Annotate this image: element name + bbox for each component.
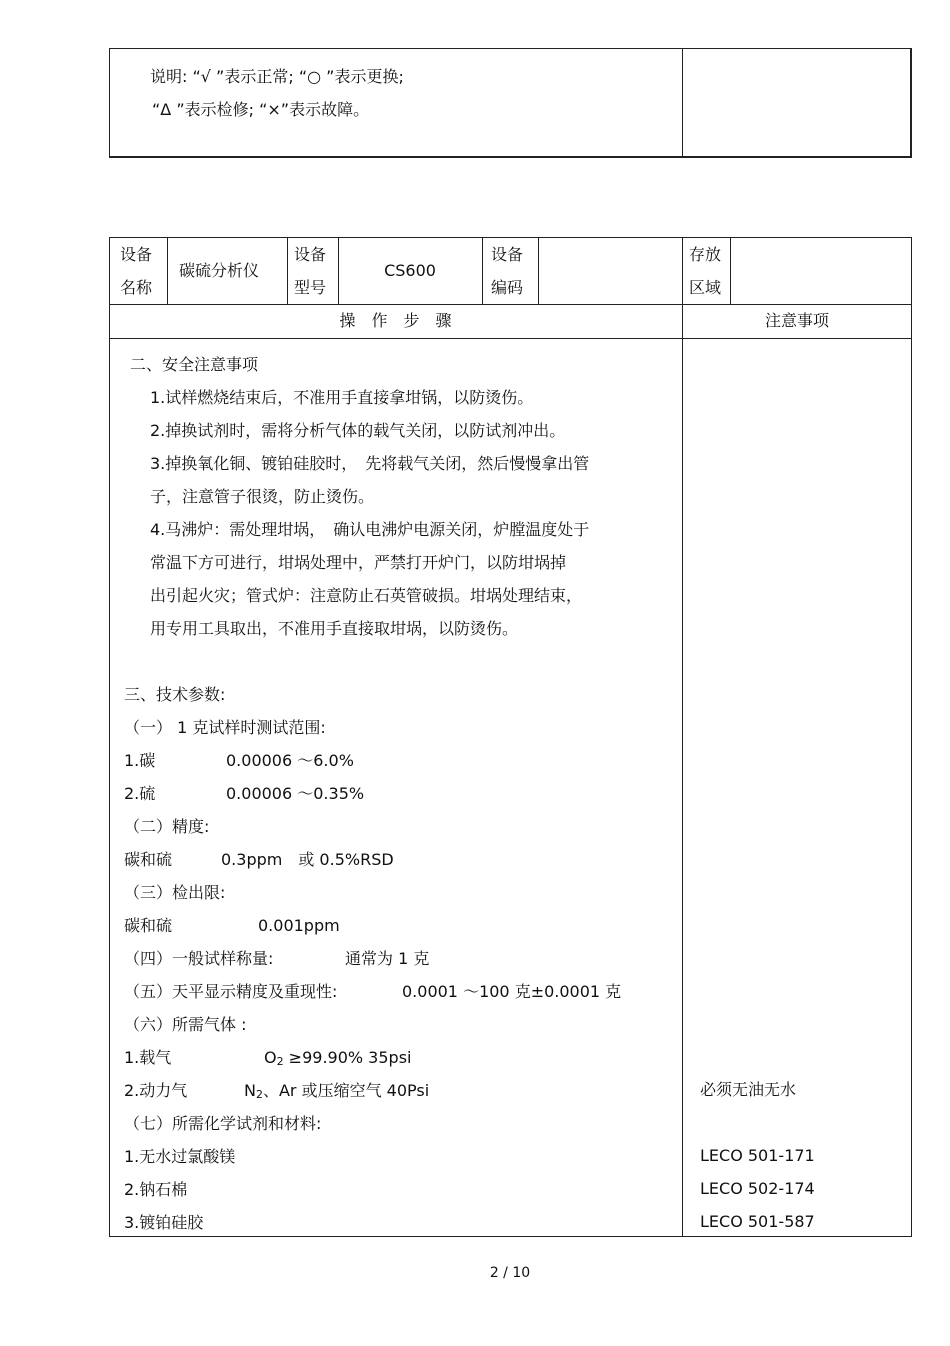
weight-label: （四）一般试样称量: (124, 949, 274, 968)
safety-line-7: 出引起火灾；管式炉：注意防止石英管破损。坩埚处理结束， (150, 586, 583, 605)
power-gas-note: 必须无油无水 (700, 1080, 797, 1099)
carrier-gas-element: O (264, 1048, 277, 1067)
power-gas-element: N (244, 1081, 256, 1100)
chem-item-name-1: 1.无水过氯酸镁 (124, 1147, 236, 1166)
header-col-4 (482, 237, 483, 304)
sulfur-value: 0.00006 ～0.35% (226, 784, 365, 803)
safety-line-1: 1.试样燃烧结束后，不准用手直接拿坩锅，以防烫伤。 (150, 388, 534, 407)
carrier-gas-spec: ≥99.90% 35psi (283, 1048, 412, 1067)
header-col-5 (538, 237, 539, 304)
safety-line-3: 3.掉换氧化铜、镀铂硅胶时， 先将载气关闭，然后慢慢拿出管 (150, 454, 590, 473)
device-name-value: 碳硫分析仪 (179, 261, 260, 280)
range-title: （一） 1 克试样时测试范围: (124, 718, 326, 737)
precision-title: （二）精度: (124, 817, 210, 836)
device-name-label-2: 名称 (120, 278, 153, 297)
power-gas-subscript: 2 (255, 1088, 263, 1101)
chem-item-name-3: 3.镀铂硅胶 (124, 1213, 204, 1232)
code-label-2: 编码 (491, 278, 524, 297)
code-label-1: 设备 (491, 245, 524, 264)
balance-label: （五）天平显示精度及重现性: (124, 982, 338, 1001)
chem-item-code-3: LECO 501-587 (700, 1212, 815, 1231)
detect-label: 碳和硫 (124, 916, 173, 935)
detect-title: （三）检出限: (124, 883, 226, 902)
chem-item-name-2: 2.钠石棉 (124, 1180, 188, 1199)
power-gas-label: 2.动力气 (124, 1081, 188, 1100)
balance-value: 0.0001 ～100 克±0.0001 克 (402, 982, 622, 1001)
legend-line-2: “Δ ”表示检修; “×”表示故障。 (152, 100, 370, 119)
carrier-gas-label: 1.载气 (124, 1048, 172, 1067)
tech-title: 三、技术参数: (124, 685, 226, 704)
safety-line-4: 子，注意管子很烫，防止烫伤。 (150, 487, 375, 506)
sulfur-label: 2.硫 (124, 784, 156, 803)
area-label-1: 存放 (689, 245, 722, 264)
chem-item-code-2: LECO 502-174 (700, 1179, 815, 1198)
main-divider (682, 237, 683, 1237)
legend-line-1: 说明: “√ ”表示正常; “○ ”表示更换; (150, 67, 404, 86)
page-number: 2 / 10 (489, 1265, 531, 1281)
weight-value: 通常为 1 克 (345, 949, 430, 968)
carrier-gas-subscript: 2 (276, 1055, 284, 1068)
model-label-2: 型号 (294, 278, 327, 297)
safety-line-5: 4.马沸炉：需处理坩埚， 确认电沸炉电源关闭，炉膛温度处于 (150, 520, 590, 539)
power-gas-spec: 、Ar 或压缩空气 40Psi (262, 1081, 430, 1100)
precision-label: 碳和硫 (124, 850, 173, 869)
column-header-bottom (109, 338, 912, 339)
header-col-1 (167, 237, 168, 304)
header-col-7 (730, 237, 731, 304)
precision-value: 0.3ppm 或 0.5%RSD (221, 850, 394, 869)
steps-column-header: 操 作 步 骤 (339, 311, 452, 330)
carbon-label: 1.碳 (124, 751, 156, 770)
header-row-bottom (109, 304, 912, 305)
safety-line-8: 用专用工具取出，不准用手直接取坩埚，以防烫伤。 (150, 619, 519, 638)
chem-title: （七）所需化学试剂和材料: (124, 1114, 322, 1133)
legend-divider (682, 48, 683, 158)
safety-line-2: 2.掉换试剂时，需将分析气体的载气关闭，以防试剂冲出。 (150, 421, 566, 440)
safety-line-6: 常温下方可进行，坩埚处理中，严禁打开炉门，以防坩埚掉 (150, 553, 567, 572)
power-gas-value (244, 1081, 429, 1105)
model-label-1: 设备 (294, 245, 327, 264)
carbon-value: 0.00006 ～6.0% (226, 751, 354, 770)
notes-column-header: 注意事项 (764, 311, 829, 330)
gas-title: （六）所需气体 : (124, 1015, 247, 1034)
area-label-2: 区域 (689, 278, 722, 297)
safety-title: 二、安全注意事项 (130, 355, 259, 374)
device-name-label-1: 设备 (120, 245, 153, 264)
detect-value: 0.001ppm (258, 916, 340, 935)
header-col-2 (287, 237, 288, 304)
model-value: CS600 (384, 261, 436, 280)
carrier-gas-value (264, 1048, 411, 1072)
chem-item-code-1: LECO 501-171 (700, 1146, 815, 1165)
